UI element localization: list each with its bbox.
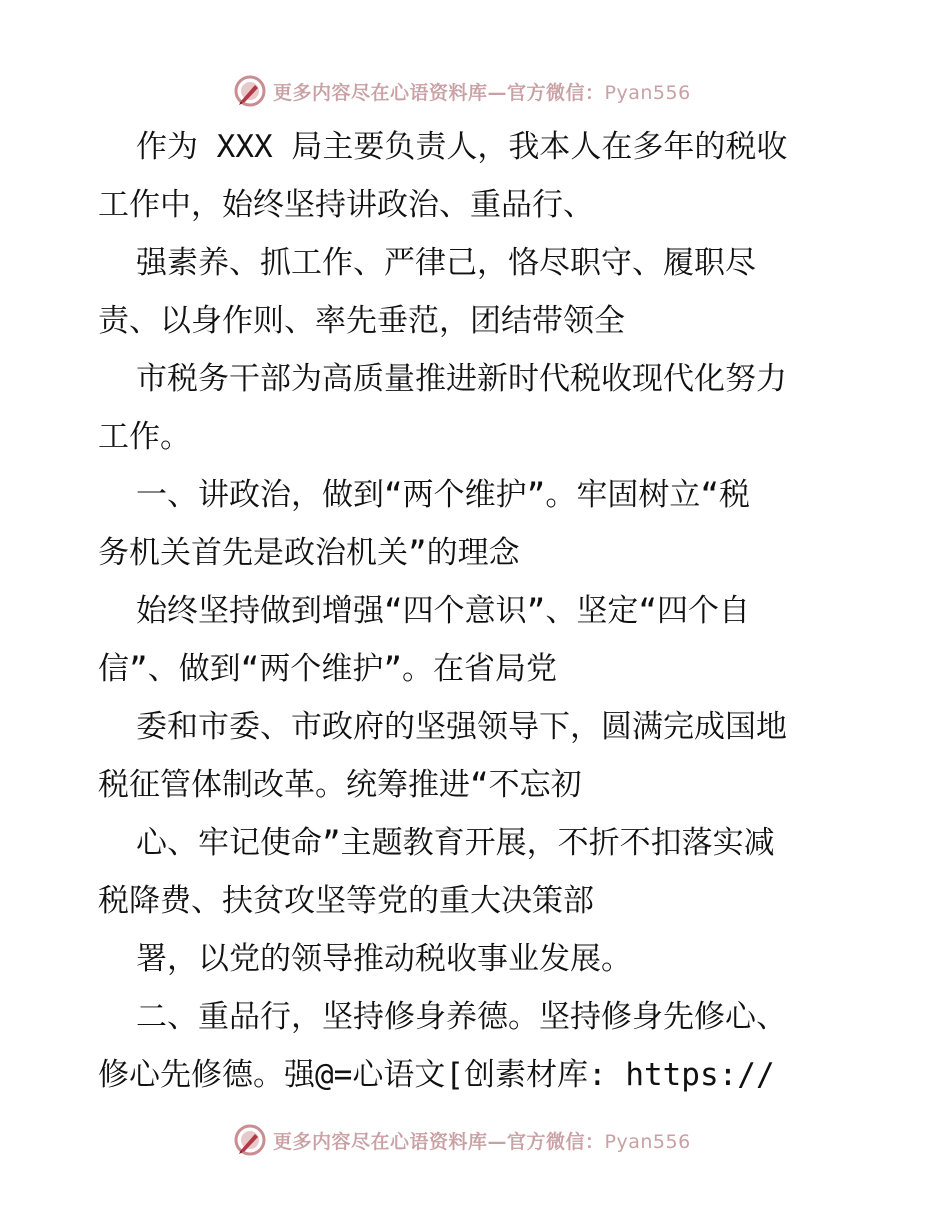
- text-line: 一、讲政治，做到“两个维护”。牢固树立“税: [136, 477, 750, 513]
- text-line: 始终坚持做到增强“四个意识”、坚定“四个自: [136, 593, 750, 629]
- text-line: 修心先修德。强@=心语文[创素材库: https://: [98, 1057, 775, 1093]
- pen-logo-icon: [233, 74, 267, 108]
- banner-text: 更多内容尽在心语资料库—官方微信：Pyan556: [273, 81, 691, 104]
- text-line: 税降费、扶贫攻坚等党的重大决策部: [98, 883, 594, 919]
- text-line: 工作。: [98, 419, 191, 455]
- text-line: 市税务干部为高质量推进新时代税收现代化努力: [136, 361, 787, 397]
- document-body: [98, 118, 858, 1104]
- text-line: 工作中，始终坚持讲政治、重品行、: [98, 187, 594, 223]
- header-banner: [233, 73, 691, 109]
- text-line: 强素养、抓工作、严律己，恪尽职守、履职尽: [136, 245, 756, 281]
- text-line: 务机关首先是政治机关”的理念: [98, 535, 520, 571]
- text-line: 责、以身作则、率先垂范，团结带领全: [98, 303, 625, 339]
- text-line: 二、重品行，坚持修身养德。坚持修身先修心、: [136, 999, 787, 1035]
- text-line: 署，以党的领导推动税收事业发展。: [136, 941, 632, 977]
- footer-banner: [233, 1122, 691, 1158]
- text-line: 税征管体制改革。统筹推进“不忘初: [98, 767, 582, 803]
- text-line: 委和市委、市政府的坚强领导下，圆满完成国地: [136, 709, 787, 745]
- text-line: 心、牢记使命”主题教育开展，不折不扣落实减: [136, 825, 775, 861]
- banner-text: 更多内容尽在心语资料库—官方微信：Pyan556: [273, 1130, 691, 1153]
- text-line: 作为 XXX 局主要负责人，我本人在多年的税收: [136, 129, 788, 165]
- pen-logo-icon: [233, 1123, 267, 1157]
- text-line: 信”、做到“两个维护”。在省局党: [98, 651, 557, 687]
